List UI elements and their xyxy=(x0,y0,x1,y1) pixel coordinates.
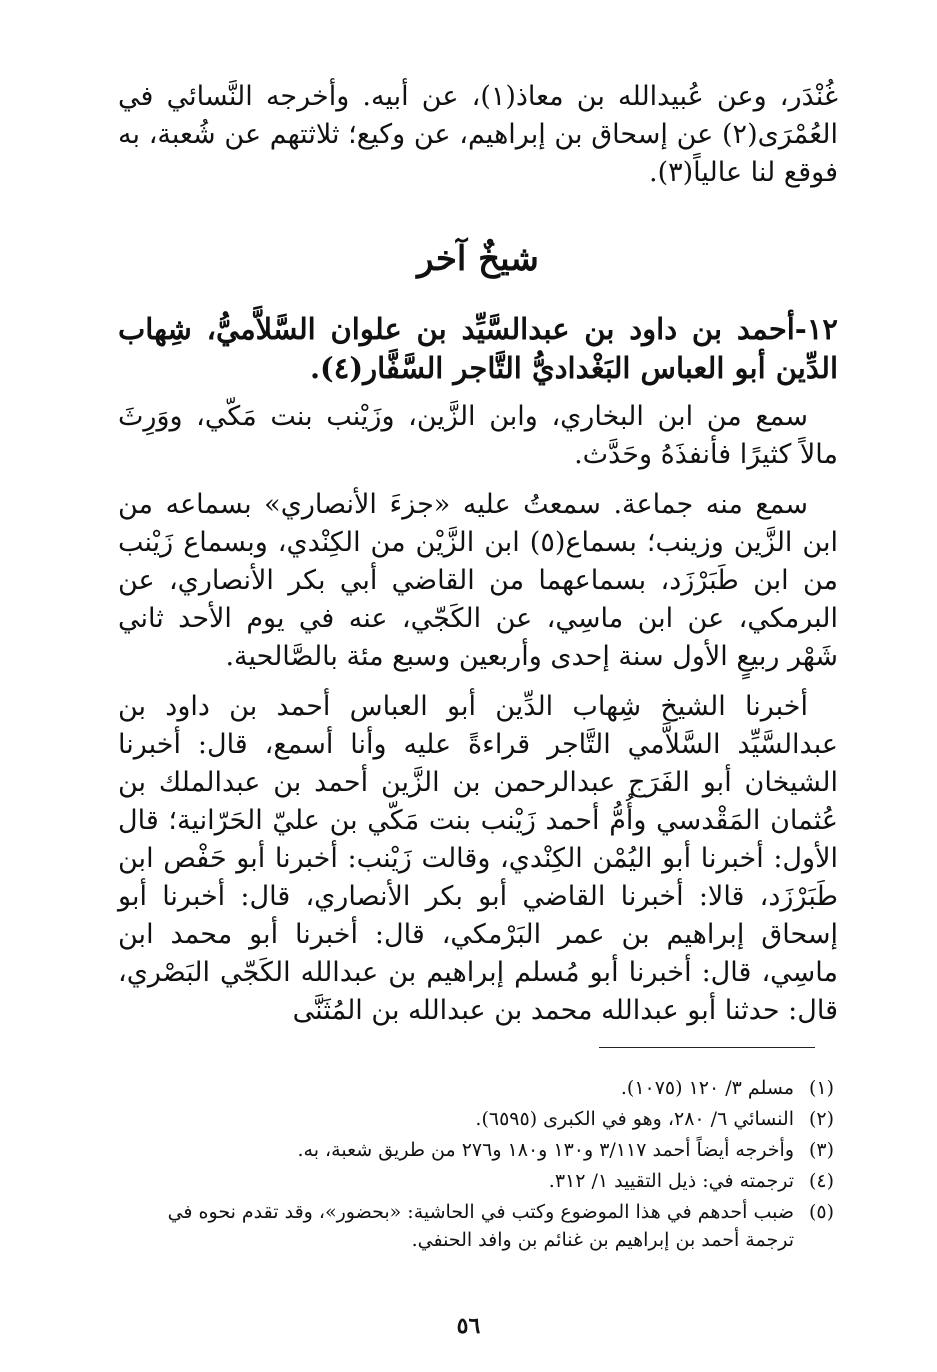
footnote-number: (١) xyxy=(808,1077,834,1099)
footnote-text: ترجمته في: ذيل التقييد ١/ ٣١٢. xyxy=(548,1170,794,1192)
opening-paragraph: غُنْدَر، وعن عُبيدالله بن معاذ(١)، عن أبيه. وأخرجه النَّسائي في العُمْرَى(٢) عن إسحاق بن إبراهيم، عن وكيع؛ ثلاثتهم عن شُعبة، به فوقع لنا عالياً(٣). xyxy=(118,81,838,188)
section-heading: شيخٌ آخر xyxy=(417,239,539,279)
footnote-separator xyxy=(599,1047,815,1048)
footnote-text: ضبب أحدهم في هذا الموضوع وكتب في الحاشية: «بحضور»، وقد تقدم نحوه في ترجمة أحمد بن إبراهيم بن غنائم بن وافد الحنفي. xyxy=(167,1201,794,1251)
footnote-text: مسلم ٣/ ١٢٠ (١٠٧٥). xyxy=(620,1077,794,1099)
footnote xyxy=(150,1167,834,1195)
main-text xyxy=(118,78,838,1042)
page-number: ٥٦ xyxy=(456,1313,481,1339)
entry-title: ١٢-أحمد بن داود بن عبدالسَّيِّد بن علوان السَّلاَّميُّ، شِهاب الدِّين أبو العباس البَغْداديُّ التَّاجر السَّفَّار(٤). xyxy=(118,312,838,385)
body-paragraph: أخبرنا الشيخ شِهاب الدِّين أبو العباس أحمد بن داود بن عبدالسَّيِّد السَّلاَّمي التَّاجر قراءةً عليه وأنا أسمع، قال: أخبرنا الشيخان أبو الفَرَج عبدالرحمن بن الزَّين أحمد بن عبدالملك بن عُثمان المَقْدسي وأُمُّ أحمد زَيْنب بنت مَكّي بن عليّ الحَرّانية؛ قال الأول: أخبرنا أبو اليُمْن الكِنْدي، وقالت زَيْنب: أخبرنا أبو حَفْص ابن طَبَرْزَد، قالا: أخبرنا القاضي أبو بكر الأنصاري، قال: أخبرنا أبو إسحاق إبراهيم بن عمر البَرْمكي، قال: أخبرنا أبو محمد ابن ماسِي، قال: أخبرنا أبو مُسلم إبراهيم بن عبدالله الكَجّي البَصْري، قال: حدثنا أبو عبدالله محمد بن عبدالله بن المُثَنَّى xyxy=(118,691,838,1026)
footnote-number: (٤) xyxy=(808,1170,834,1192)
footnotes xyxy=(150,1074,834,1257)
footnote-text: النسائي ٦/ ٢٨٠، وهو في الكبرى (٦٥٩٥). xyxy=(475,1108,794,1130)
footnote xyxy=(150,1105,834,1133)
footnote-number: (٥) xyxy=(808,1201,834,1223)
footnote xyxy=(150,1074,834,1102)
body-paragraph: سمع من ابن البخاري، وابن الزَّين، وزَيْنب بنت مَكّي، ووَرِثَ مالاً كثيرًا فأنفذَهُ وحَدَّث. xyxy=(118,401,838,470)
body-paragraph: سمع منه جماعة. سمعتُ عليه «جزءَ الأنصاري» بسماعه من ابن الزَّين وزينب؛ بسماع(٥) ابن الزَّيْن من الكِنْدي، وبسماع زَيْنب من ابن طَبَرْزَد، بسماعهما من القاضي أبي بكر الأنصاري، عن البرمكي، عن ابن ماسِي، عن الكَجّي، عنه في يوم الأحد ثاني شَهْر ربيعٍ الأول سنة إحدى وأربعين وسبع مئة بالصَّالحية. xyxy=(118,489,838,672)
footnote-number: (٢) xyxy=(808,1108,834,1130)
footnote-number: (٣) xyxy=(808,1139,834,1161)
footnote xyxy=(150,1136,834,1164)
footnote xyxy=(150,1198,834,1254)
footnote-text: وأخرجه أيضاً أحمد ٣/١١٧ و١٣٠ و١٨٠ و٢٧٦ من طريق شعبة، به. xyxy=(297,1139,794,1161)
